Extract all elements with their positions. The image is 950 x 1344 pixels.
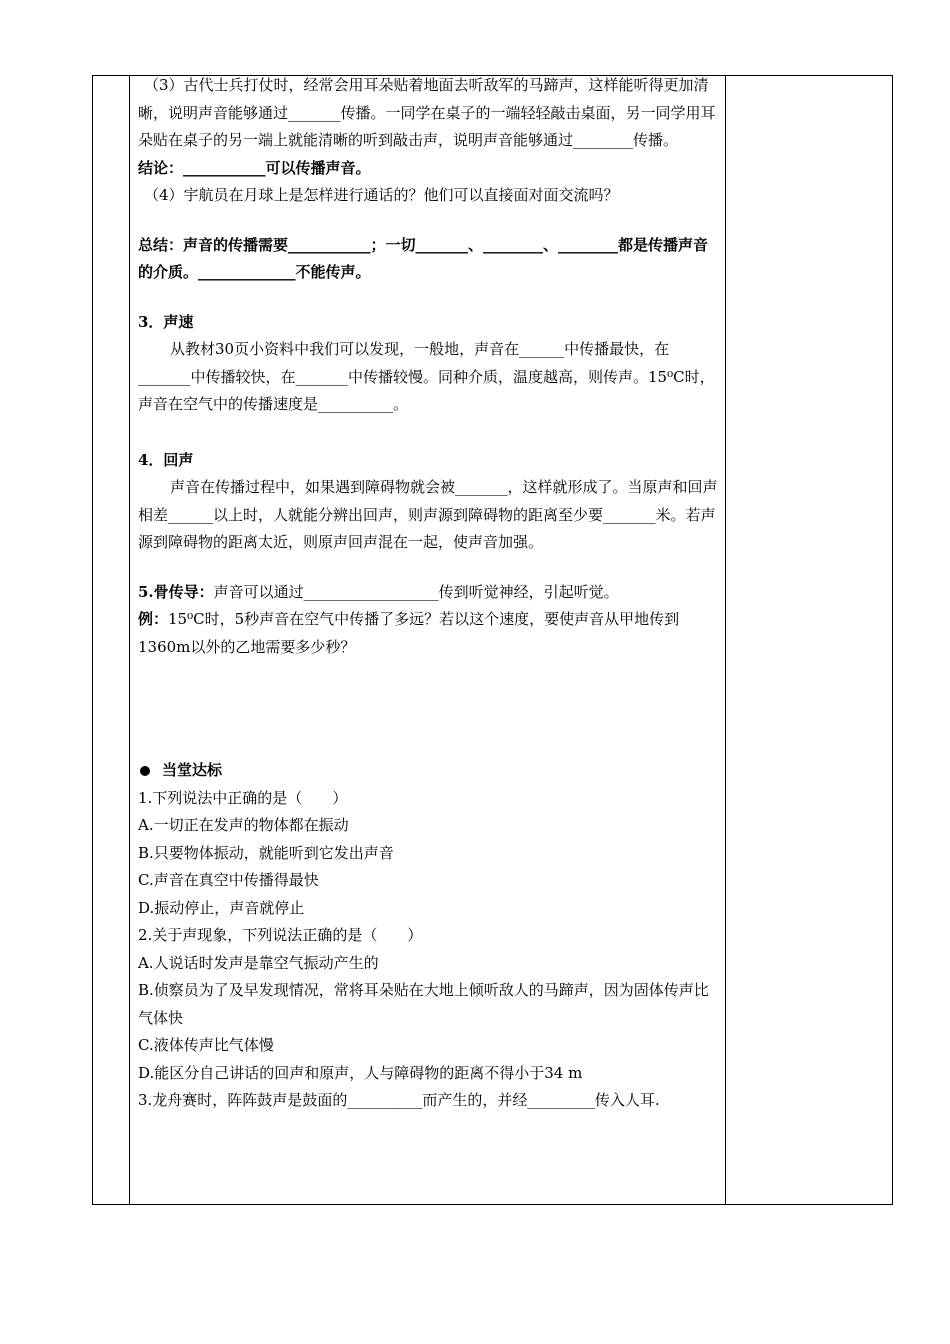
question-2: 2.关于声现象，下列说法正确的是（ ） [138, 926, 423, 944]
section-heading-text: 当堂达标 [162, 761, 223, 779]
question-1-option-d: D.振动停止，声音就停止 [138, 898, 305, 917]
paragraph-sound-speed: 从教材30页小资料中我们可以发现，一般地，声音在______中传播最快，在_______中传播较快，在_______中传播较慢。同种介质，温度越高，则传声。15⁰C时，声音在空气中的传播速度是__________。 [138, 340, 715, 413]
question-3: 3.龙舟赛时，阵阵鼓声是鼓面的__________而产生的，并经_________传入人耳. [138, 1091, 660, 1109]
question-1-option-a: A.一切正在发声的物体都在振动 [138, 816, 349, 834]
left-column-divider [129, 76, 130, 1204]
right-column-divider [725, 76, 726, 1204]
question-2-option-a: A.人说话时发声是靠空气振动产生的 [138, 953, 379, 972]
paragraph-ancient-soldiers: （3）古代士兵打仗时，经常会用耳朵贴着地面去听敌军的马蹄声，这样能听得更加清晰，说明声音能够通过_______传播。一同学在桌子的一端轻轻敲击桌面，另一同学用耳朵贴在桌子的另一端上就能清晰的听到敲击声，说明声音能够通过________传播。 [138, 76, 716, 149]
question-2-option-d: D.能区分自己讲话的回声和原声，人与障碍物的距离不得小于34 m [138, 1063, 583, 1082]
heading-sound-speed: 3．声速 [138, 312, 194, 331]
worksheet-content [138, 72, 718, 1115]
bullet-icon [140, 766, 150, 776]
question-astronaut: （4）宇航员在月球上是怎样进行通话的？他们可以直接面对面交流吗？ [144, 186, 619, 204]
bone-conduction-text: 声音可以通过__________________传到听觉神经，引起听觉。 [213, 582, 619, 601]
question-1-option-c: C.声音在真空中传播得最快 [138, 871, 319, 889]
section-heading [138, 757, 718, 785]
paragraph-echo: 声音在传播过程中，如果遇到障碍物就会被_______，这样就形成了。当原声和回声相差______以上时，人就能分辨出回声，则声源到障碍物的距离至少要_______米。若声源到障碍物的距离太近，则原声回声混在一起，使声音加强。 [138, 478, 718, 551]
example-label: 例： [138, 610, 169, 628]
question-2-option-c: C.液体传声比气体慢 [138, 1036, 274, 1054]
question-2-option-b: B.侦察员为了及早发现情况，常将耳朵贴在大地上倾听敌人的马蹄声，因为固体传声比气体快 [138, 981, 709, 1027]
example-problem [138, 606, 718, 661]
summary: 总结：声音的传播需要___________；一切_______、________、________都是传播声音的介质。_____________不能传声。 [138, 235, 709, 281]
question-1-option-b: B.只要物体振动，就能听到它发出声音 [138, 843, 394, 862]
bone-conduction-label: 5.骨传导： [138, 582, 214, 601]
question-1: 1.下列说法中正确的是（ ） [138, 788, 348, 807]
conclusion: 结论：___________可以传播声音。 [138, 158, 371, 177]
bone-conduction-line [138, 579, 718, 607]
heading-echo: 4．回声 [138, 450, 194, 469]
example-text: 15⁰C时，5秒声音在空气中传播了多远？若以这个速度，要使声音从甲地传到1360m以外的乙地需要多少秒？ [138, 610, 680, 656]
